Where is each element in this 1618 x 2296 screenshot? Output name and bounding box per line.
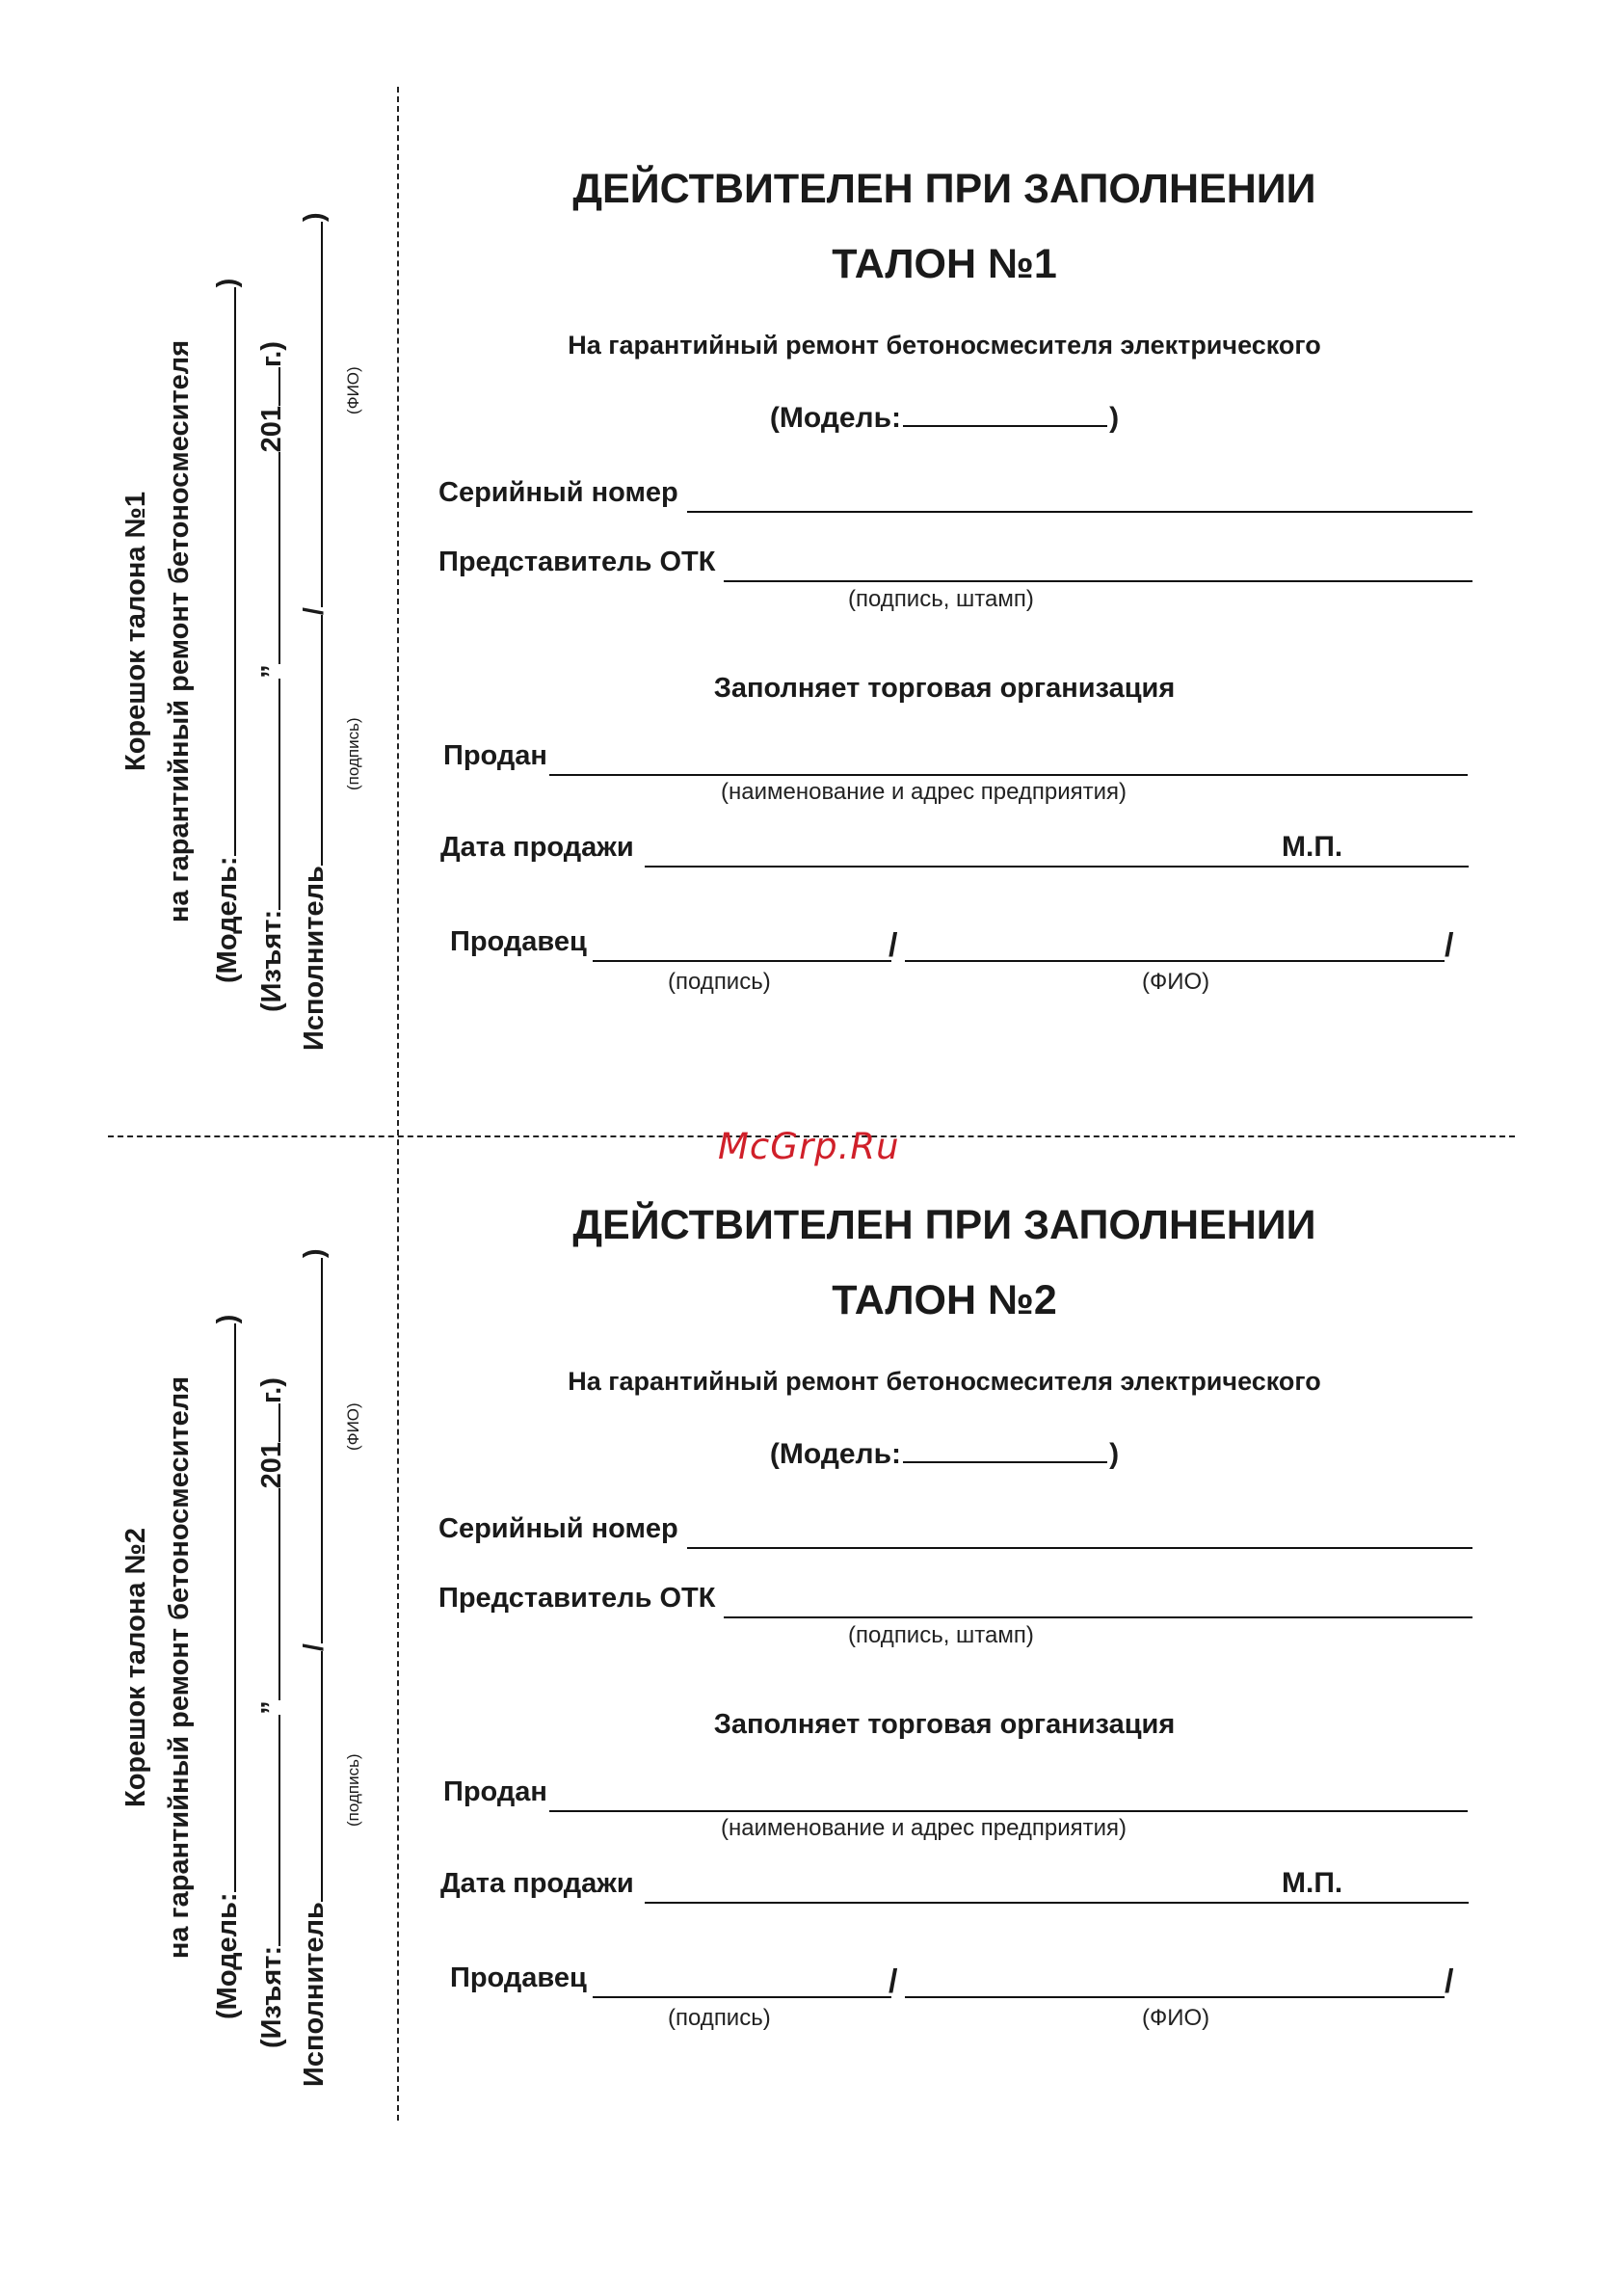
sold-field[interactable] (549, 774, 1468, 776)
coupon-subtitle: На гарантийный ремонт бетоносмесителя электрического (568, 1367, 1321, 1396)
otk-field[interactable] (724, 1616, 1472, 1618)
sold-label: Продан (443, 740, 547, 771)
stamp-label: М.П. (1282, 1867, 1343, 1899)
otk-hint: (подпись, штамп) (848, 586, 1034, 612)
seller-sign-hint: (подпись) (668, 2005, 771, 2031)
sold-field[interactable] (549, 1810, 1468, 1812)
stub-taken-line (253, 1377, 288, 2048)
seller-name-field[interactable] (905, 960, 1445, 962)
model-line (414, 398, 1474, 435)
stub-quote: ” (256, 664, 287, 679)
seller-label: Продавец (450, 1962, 587, 1993)
seller-name-hint: (ФИО) (1142, 2005, 1210, 2031)
stub-model-line (209, 1315, 244, 2019)
model-field[interactable] (903, 1434, 1107, 1463)
sold-hint: (наименование и адрес предприятия) (721, 1815, 1127, 1841)
seller-slash-1: / (889, 927, 898, 964)
serial-number-field[interactable] (687, 511, 1472, 513)
coupon-stub (120, 1248, 371, 2087)
stub-subtitle: на гарантийный ремонт бетоносмесителя (164, 339, 195, 923)
stub-year: 201 (256, 1441, 287, 1489)
otk-label: Представитель ОТК (438, 1583, 716, 1614)
serial-number-label: Серийный номер (438, 1513, 678, 1544)
otk-label: Представитель ОТК (438, 547, 716, 577)
stub-subtitle: на гарантийный ремонт бетоносмесителя (164, 1375, 195, 1960)
stub-taken-line (253, 341, 288, 1012)
model-close: ) (1109, 1438, 1120, 1470)
warranty-coupon-1 (0, 0, 1618, 1051)
stub-title: Корешок талона №1 (120, 492, 151, 771)
seller-slash-2: / (1445, 927, 1454, 964)
coupon-title: ТАЛОН №1 (832, 241, 1057, 287)
stub-quote: ” (256, 1700, 287, 1715)
seller-name-hint: (ФИО) (1142, 969, 1210, 995)
stub-signature-field[interactable] (296, 1651, 323, 1902)
seller-row (450, 923, 1462, 962)
coupon-stub (120, 212, 371, 1051)
sale-date-field[interactable] (645, 1902, 1469, 1904)
stamp-label: М.П. (1282, 831, 1343, 863)
stub-model-open: (Модель: (212, 1892, 243, 2019)
stub-sign-hint: (подпись) (344, 1753, 362, 1827)
sale-date-field[interactable] (645, 866, 1469, 868)
stub-executor-line (296, 1248, 331, 2087)
sold-row (443, 737, 1468, 776)
stub-slash: / (299, 607, 330, 616)
stub-month-field[interactable] (253, 452, 280, 664)
trade-org-heading: Заполняет торговая организация (713, 673, 1176, 704)
serial-number-field[interactable] (687, 1547, 1472, 1549)
otk-row (438, 1580, 1472, 1618)
otk-row (438, 544, 1472, 582)
otk-hint: (подпись, штамп) (848, 1622, 1034, 1648)
seller-row (450, 1960, 1462, 1998)
model-line (414, 1434, 1474, 1471)
seller-label: Продавец (450, 926, 587, 957)
stub-day-field[interactable] (253, 1715, 280, 1946)
seller-signature-field[interactable] (593, 960, 891, 962)
seller-slash-2: / (1445, 1963, 1454, 2000)
otk-field[interactable] (724, 580, 1472, 582)
stub-name-hint: (ФИО) (344, 366, 362, 414)
serial-number-row (438, 1510, 1472, 1549)
stub-close: ) (299, 212, 330, 223)
model-open: (Модель: (769, 402, 902, 434)
seller-sign-hint: (подпись) (668, 969, 771, 995)
seller-name-field[interactable] (905, 1996, 1445, 1998)
stub-model-close: ) (212, 1314, 243, 1324)
stub-year-field[interactable] (253, 1403, 280, 1442)
stub-model-field[interactable] (209, 287, 236, 856)
seller-signature-field[interactable] (593, 1996, 891, 1998)
stub-year: 201 (256, 405, 287, 453)
stub-executor-label: Исполнитель (299, 1902, 330, 2087)
stub-taken-open: (Изъят: (256, 1945, 287, 2048)
sale-date-label: Дата продажи (440, 1868, 634, 1899)
stub-model-close: ) (212, 278, 243, 288)
stub-name-field[interactable] (296, 222, 323, 607)
model-close: ) (1109, 402, 1120, 434)
warranty-coupon-2 (0, 1036, 1618, 2087)
stub-taken-open: (Изъят: (256, 909, 287, 1012)
validity-heading: ДЕЙСТВИТЕЛЕН ПРИ ЗАПОЛНЕНИИ (572, 166, 1316, 212)
sold-hint: (наименование и адрес предприятия) (721, 779, 1127, 805)
coupon-subtitle: На гарантийный ремонт бетоносмесителя электрического (568, 331, 1321, 360)
stub-name-field[interactable] (296, 1258, 323, 1643)
sold-row (443, 1774, 1468, 1812)
trade-org-heading: Заполняет торговая организация (713, 1709, 1176, 1740)
stub-model-open: (Модель: (212, 856, 243, 983)
stub-sign-hint: (подпись) (344, 717, 362, 790)
stub-model-field[interactable] (209, 1323, 236, 1892)
model-open: (Модель: (769, 1438, 902, 1470)
stub-name-hint: (ФИО) (344, 1402, 362, 1451)
stub-close: ) (299, 1248, 330, 1259)
serial-number-label: Серийный номер (438, 477, 678, 508)
stub-model-line (209, 279, 244, 983)
model-field[interactable] (903, 398, 1107, 427)
stub-executor-line (296, 212, 331, 1051)
sale-date-label: Дата продажи (440, 832, 634, 863)
seller-slash-1: / (889, 1963, 898, 2000)
stub-month-field[interactable] (253, 1488, 280, 1700)
validity-heading: ДЕЙСТВИТЕЛЕН ПРИ ЗАПОЛНЕНИИ (572, 1202, 1316, 1248)
watermark: McGrp.Ru (718, 1126, 900, 1167)
stub-year-suffix: г.) (256, 341, 287, 367)
serial-number-row (438, 474, 1472, 513)
stub-slash: / (299, 1643, 330, 1652)
stub-signature-field[interactable] (296, 615, 323, 866)
stub-year-suffix: г.) (256, 1377, 287, 1403)
stub-year-field[interactable] (253, 367, 280, 406)
sold-label: Продан (443, 1776, 547, 1807)
stub-executor-label: Исполнитель (299, 866, 330, 1051)
coupon-title: ТАЛОН №2 (832, 1277, 1057, 1323)
stub-title: Корешок талона №2 (120, 1528, 151, 1807)
stub-day-field[interactable] (253, 679, 280, 910)
